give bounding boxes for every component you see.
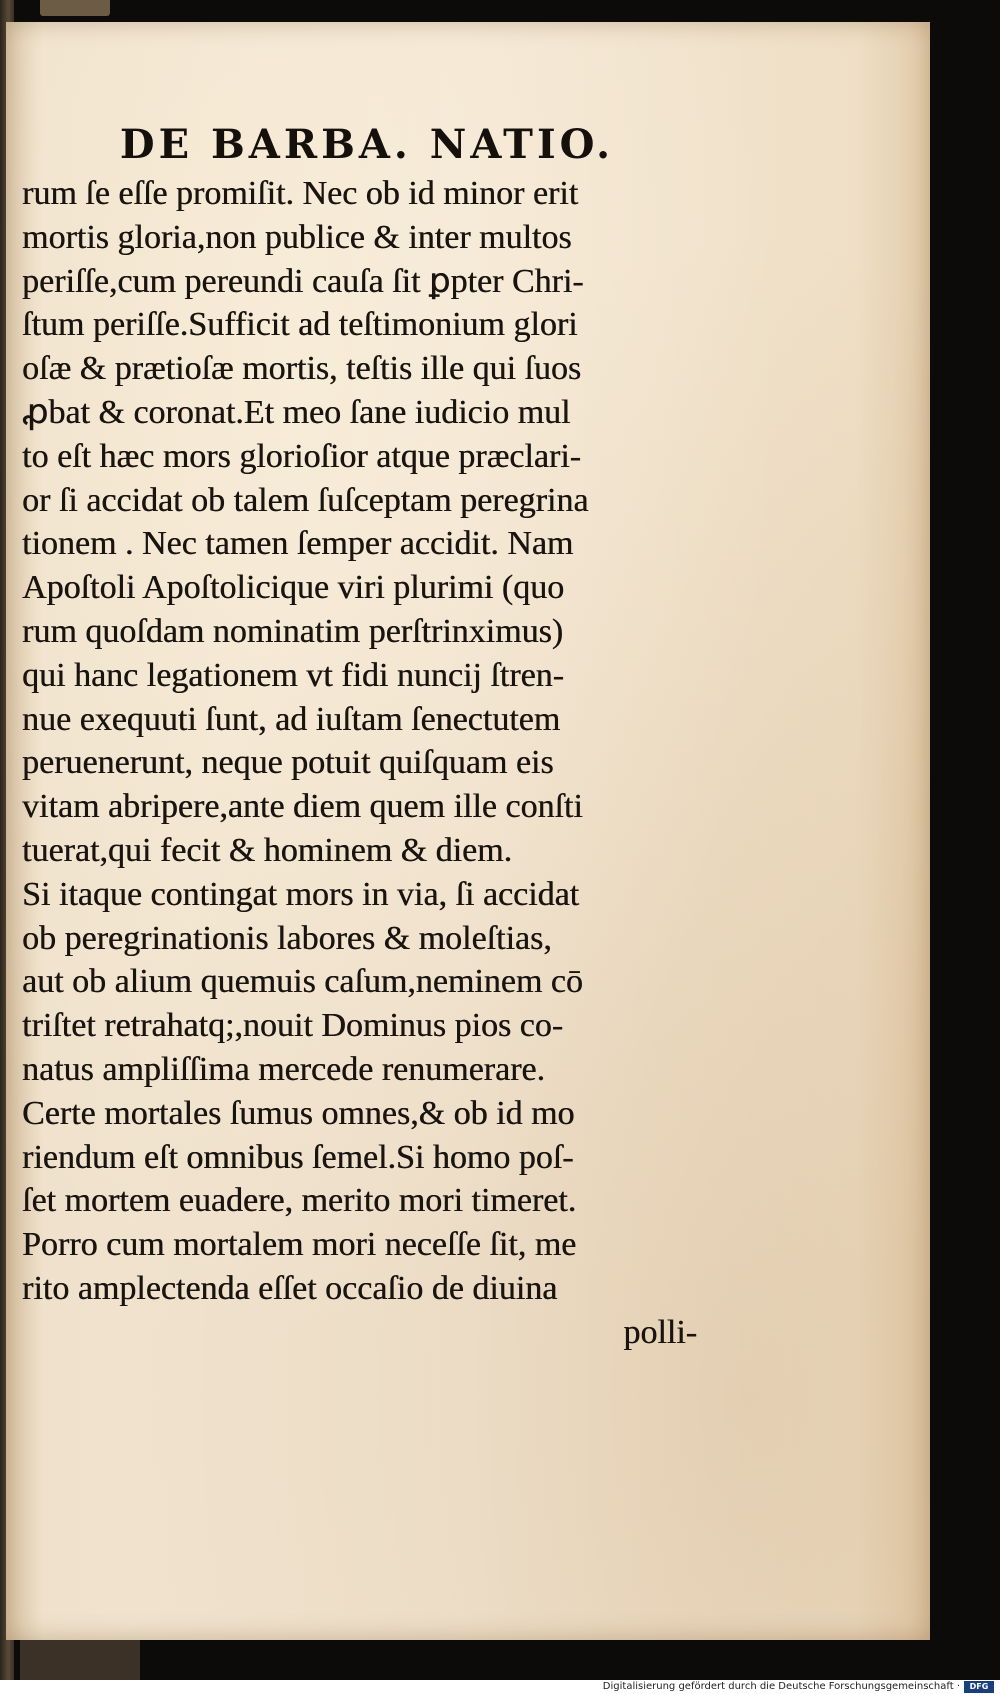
page-edge-top [40,0,110,16]
catchword: polli- [623,1313,697,1351]
book-page [6,22,930,1640]
text-line: Certe mortales ſumus omnes,& ob id mo [22,1094,575,1132]
text-line: or ſi accidat ob talem ſuſceptam peregrina [22,481,589,519]
text-line: riendum eſt omnibus ſemel.Si homo poſ- [22,1138,574,1176]
text-line: Si itaque contingat mors in via, ſi accidat [22,875,580,913]
text-line: rito amplectenda eſſet occaſio de diuina [22,1269,558,1307]
text-line: Porro cum mortalem mori neceſſe ſit, me [22,1226,577,1264]
text-line: qui hanc legationem vt fidi nuncij ſtren- [22,656,564,694]
text-line: ſtum periſſe.Sufficit ad teſtimonium glori [22,306,578,344]
text-line: nue exequuti ſunt, ad iuſtam ſenectutem [22,700,561,738]
dfg-logo-icon: DFG [964,1681,994,1693]
page-edge-bottom [20,1640,140,1680]
text-line: rum ſe eſſe promiſit. Nec ob id minor erit [22,175,579,212]
text-line: tionem . Nec tamen ſemper accidit. Nam [22,525,574,563]
text-line: to eſt hæc mors glorioſior atque præclari- [22,437,581,475]
digitization-footer [0,1680,1000,1694]
text-line: rum quoſdam nominatim perſtrinximus) [22,612,564,650]
text-line: periſſe,cum pereundi cauſa ſit ꝑpter Chri- [22,262,584,300]
text-line: vitam abripere,ante diem quem ille conſti [22,788,583,826]
text-line: triſtet retrahatq;,nouit Dominus pios co- [22,1007,564,1045]
page-content [22,118,722,1355]
text-line: ſet mortem euadere, merito mori timeret. [22,1182,577,1220]
text-line: aut ob alium quemuis caſum,neminem cō [22,963,583,1001]
text-line: oſæ & prætioſæ mortis, teſtis ille qui ſuos [22,350,582,388]
text-line: peruenerunt, neque potuit quiſquam eis [22,744,554,782]
text-line: natus ampliſſima mercede renumerare. [22,1050,545,1088]
text-line: tuerat,qui fecit & hominem & diem. [22,831,513,869]
funding-credit: Digitalisierung gefördert durch die Deutsche Forschungsgemeinschaft · [602,1681,960,1692]
text-line: ꝓbat & coronat.Et meo ſane iudicio mul [22,393,571,431]
text-line: mortis gloria,non publice & inter multos [22,218,572,256]
text-block [22,172,722,1311]
text-line: ob peregrinationis labores & moleſtias, [22,919,552,957]
running-head: DE BARBA. NATIO. [119,121,615,168]
text-line: Apoſtoli Apoſtolicique viri plurimi (quo [22,569,565,607]
